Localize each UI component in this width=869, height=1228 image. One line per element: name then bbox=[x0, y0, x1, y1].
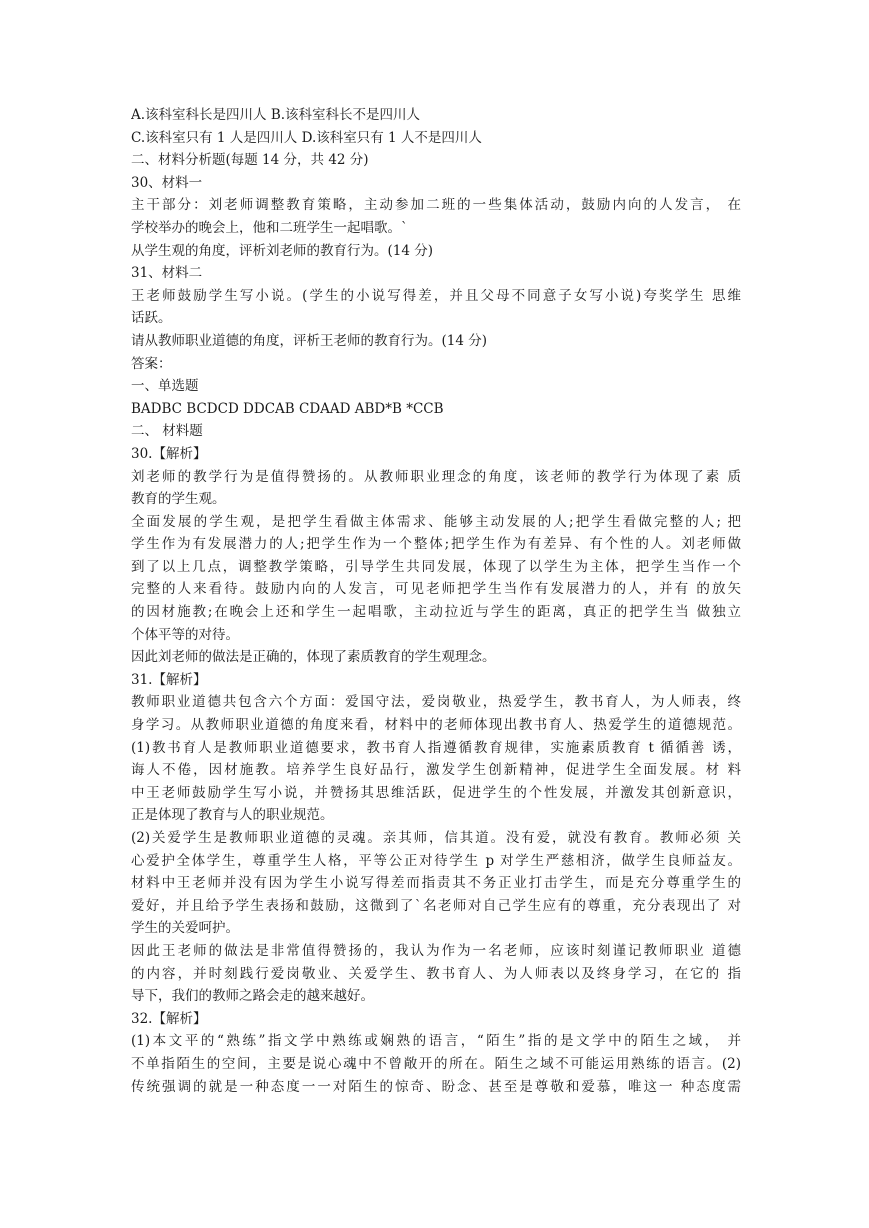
text-line: 心爱护全体学生，尊重学生人格，平等公正对待学生 p 对学生严慈相济，做学生良师益友。 bbox=[131, 852, 741, 869]
text-line: 学生作为有发展潜力的人;把学生作为一个整体;把学生作为有差异、有个性的人。刘老师做 bbox=[131, 536, 741, 553]
text-line: 身学习。从教师职业道德的角度来看，材料中的老师体现出教书育人、热爱学生的道德规范。 bbox=[131, 717, 741, 734]
text-line: 请从教师职业道德的角度，评析王老师的教育行为。(14 分) bbox=[131, 332, 488, 349]
text-line: (1)教书育人是教师职业道德要求，教书育人指遵循教育规律，实施素质教育 t 循循善 诱， bbox=[131, 739, 741, 756]
text-line: 31、材料二 bbox=[131, 265, 203, 282]
text-line: 30.【解析】 bbox=[131, 445, 207, 462]
text-line: 话跃。 bbox=[131, 310, 172, 327]
text-line: 个体平等的对待。 bbox=[131, 626, 239, 643]
text-line: 不单指陌生的空间，主要是说心魂中不曾敞开的所在。陌生之域不可能运用熟练的语言。(2) bbox=[131, 1055, 741, 1072]
text-line: 学生的关爱呵护。 bbox=[131, 920, 239, 937]
text-line: 一、单选题 bbox=[131, 378, 199, 395]
text-line: 主干部分：刘老师调整教育策略，主动参加二班的一些集体活动，鼓励内向的人发言， 在 bbox=[131, 197, 741, 214]
text-line: 二、 材料题 bbox=[131, 423, 203, 440]
text-line: 到了以上几点，调整教学策略，引导学生共同发展，体现了以学生为主体，把学生当作一个 bbox=[131, 558, 741, 575]
text-line: 完整的人来看待。鼓励内向的人发言，可见老师把学生当作有发展潜力的人，并有 的放矢 bbox=[131, 581, 741, 598]
text-line: 全面发展的学生观，是把学生看做主体需求、能够主动发展的人;把学生看做完整的人; 把 bbox=[131, 513, 741, 530]
text-line: 32.【解析】 bbox=[131, 1010, 207, 1027]
text-line: 传统强调的就是一种态度一一对陌生的惊奇、盼念、甚至是尊敬和爱慕，唯这一 种态度需 bbox=[131, 1078, 741, 1095]
text-line: (1)本文平的“熟练”指文学中熟练或娴熟的语言，“陌生”指的是文学中的陌生之域， 并 bbox=[131, 1033, 741, 1050]
text-line: 教育的学生观。 bbox=[131, 491, 226, 508]
text-line: A.该科室科长是四川人 B.该科室科长不是四川人 bbox=[131, 107, 421, 123]
text-line: C.该科室只有 1 人是四川人 D.该科室只有 1 人不是四川人 bbox=[131, 129, 482, 146]
text-line: 二、材料分析题(每题 14 分，共 42 分) bbox=[131, 152, 369, 169]
text-line: 爱好，并且给予学生表扬和鼓励，这微到了`名老师对自己学生应有的尊重，充分表现出了 对 bbox=[131, 897, 741, 914]
text-line: 中王老师鼓励学生写小说，并赞扬其思维活跃，促进学生的个性发展，并激发其创新意识， bbox=[131, 784, 741, 801]
text-line: (2)关爱学生是教师职业道德的灵魂。亲其师，信其道。没有爱，就没有教育。教师必须 关 bbox=[131, 830, 741, 846]
text-line: 31.【解析】 bbox=[131, 671, 207, 688]
text-line: 因此王老师的做法是非常值得赞扬的，我认为作为一名老师，应该时刻谨记教师职业 道德 bbox=[131, 942, 741, 959]
text-line: 材料中王老师并没有因为学生小说写得差而指责其不务正业打击学生，而是充分尊重学生的 bbox=[131, 875, 741, 892]
text-line: 学校举办的晚会上，他和二班学生一起唱歌。` bbox=[131, 219, 408, 236]
text-line: 的内容，并时刻践行爱岗敬业、关爱学生、教书育人、为人师表以及终身学习，在它的 指 bbox=[131, 965, 741, 982]
text-line: 导下，我们的教师之路会走的越来越好。 bbox=[131, 988, 374, 1005]
document-body bbox=[131, 104, 741, 1098]
text-line: 因此刘老师的做法是正确的，体现了素质教育的学生观理念。 bbox=[131, 649, 496, 666]
text-line: 正是体现了教育与人的职业规范。 bbox=[131, 807, 334, 824]
text-line: 王老师鼓励学生写小说。(学生的小说写得差，并且父母不同意子女写小说)夸奖学生 思维 bbox=[131, 287, 741, 304]
text-line: 教师职业道德共包含六个方面：爱国守法，爱岗敬业，热爱学生，教书育人，为人师表，终 bbox=[131, 694, 741, 711]
text-line: BADBC BCDCD DDCAB CDAAD ABD*B *CCB bbox=[131, 400, 444, 417]
text-line: 刘老师的教学行为是值得赞扬的。从教师职业理念的角度，该老师的教学行为体现了素 质 bbox=[131, 468, 741, 485]
text-line: 答案： bbox=[131, 355, 172, 372]
text-line: 的因材施教;在晚会上还和学生一起唱歌，主动拉近与学生的距离，真正的把学生当 做独立 bbox=[131, 604, 741, 621]
text-line: 诲人不倦，因材施教。培养学生良好品行，激发学生创新精神，促进学生全面发展。材 料 bbox=[131, 762, 741, 779]
text-line: 30、材料一 bbox=[131, 174, 203, 191]
text-line: 从学生观的角度，评析刘老师的教育行为。(14 分) bbox=[131, 242, 434, 259]
